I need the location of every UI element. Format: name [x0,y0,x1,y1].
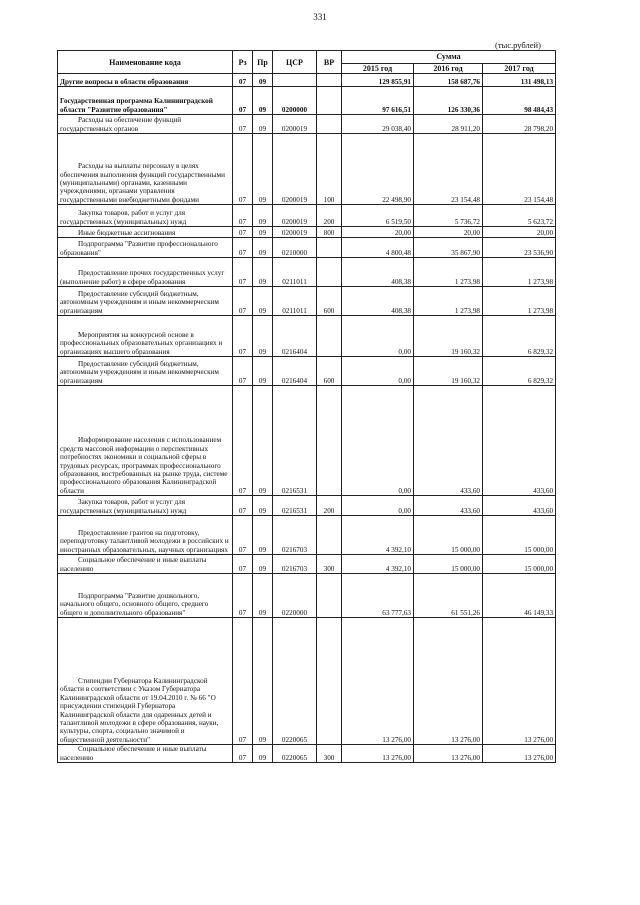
row-vr: 200 [317,496,342,516]
header-2017: 2017 год [483,64,556,74]
row-2016: 13 276,00 [414,745,483,763]
table-row [58,227,556,238]
table-row [58,555,556,574]
row-name: Информирование населения с использованием средств массовой информации о перспективных потребностях экономики и социальной сферы в трудовых ресурсах, программах профессионального образования, востребованных на рынке труда, системе профессионального образования Калининградской области [58,386,233,496]
units-label: (тыс.рублей) [495,40,541,50]
row-name: Предоставление прочих государственных услуг (выполнение работ) в сфере образования [58,258,233,287]
row-rz: 07 [233,87,253,115]
table-row [58,287,556,316]
row-pr: 09 [253,227,273,238]
row-rz: 07 [233,258,253,287]
row-pr: 09 [253,516,273,555]
row-2017: 15 000,00 [483,555,556,574]
row-rz: 07 [233,205,253,227]
row-pr: 09 [253,134,273,205]
row-pr: 09 [253,357,273,386]
row-csr: 0216404 [273,316,317,357]
table-row [58,618,556,745]
page-number: 331 [313,12,327,22]
table-row [58,316,556,357]
row-csr: 0200019 [273,205,317,227]
table-row [58,115,556,134]
row-2016: 61 551,26 [414,574,483,618]
header-name: Наименование кода [58,51,233,74]
row-2017: 20,00 [483,227,556,238]
row-2017: 5 623,72 [483,205,556,227]
row-vr: 300 [317,555,342,574]
row-vr: 300 [317,745,342,763]
row-2016: 35 867,90 [414,238,483,258]
row-2016: 1 273,98 [414,287,483,316]
row-2017: 131 498,13 [483,74,556,87]
row-csr [273,74,317,87]
table-row [58,496,556,516]
row-vr: 100 [317,134,342,205]
table-row [58,386,556,496]
row-2016: 15 000,00 [414,516,483,555]
row-name: Государственная программа Калининградской области "Развитие образования" [58,87,233,115]
row-2015: 129 855,91 [342,74,414,87]
row-rz: 07 [233,496,253,516]
row-rz: 07 [233,287,253,316]
row-2017: 98 484,43 [483,87,556,115]
row-2016: 13 276,00 [414,618,483,745]
row-2017: 15 000,00 [483,516,556,555]
table-row [58,516,556,555]
row-rz: 07 [233,745,253,763]
table-row [58,258,556,287]
row-vr [317,115,342,134]
row-pr: 09 [253,386,273,496]
row-csr: 0211011 [273,287,317,316]
table-row [58,134,556,205]
row-pr: 09 [253,238,273,258]
row-name: Предоставление грантов на подготовку, переподготовку талантливой молодежи в российских и иностранных образовательных, научных организациях [58,516,233,555]
table-row [58,357,556,386]
row-2017: 13 276,00 [483,618,556,745]
table-row [58,745,556,763]
row-2016: 126 330,36 [414,87,483,115]
row-pr: 09 [253,496,273,516]
row-2015: 6 519,50 [342,205,414,227]
table-row [58,74,556,87]
header-rz: Рз [233,51,253,74]
row-2016: 19 160,32 [414,316,483,357]
row-2017: 1 273,98 [483,287,556,316]
row-2015: 22 498,90 [342,134,414,205]
row-2015: 408,38 [342,258,414,287]
row-rz: 07 [233,555,253,574]
row-2015: 0,00 [342,357,414,386]
row-pr: 09 [253,745,273,763]
row-2016: 19 160,32 [414,357,483,386]
row-name: Другие вопросы в области образования [58,74,233,87]
row-rz: 07 [233,357,253,386]
row-csr: 0216531 [273,386,317,496]
row-vr [317,618,342,745]
row-vr: 600 [317,357,342,386]
row-2017: 433,60 [483,386,556,496]
row-2015: 29 038,40 [342,115,414,134]
row-rz: 07 [233,134,253,205]
row-pr: 09 [253,618,273,745]
row-name: Расходы на обеспечение функций государственных органов [58,115,233,134]
row-2016: 20,00 [414,227,483,238]
row-rz: 07 [233,115,253,134]
row-rz: 07 [233,574,253,618]
row-rz: 07 [233,386,253,496]
header-pr: Пр [253,51,273,74]
row-2017: 13 276,00 [483,745,556,763]
row-vr: 600 [317,287,342,316]
row-vr [317,258,342,287]
row-vr [317,74,342,87]
row-2017: 433,60 [483,496,556,516]
row-2016: 5 736,72 [414,205,483,227]
row-2016: 28 911,20 [414,115,483,134]
row-2015: 13 276,00 [342,745,414,763]
table-row [58,238,556,258]
row-vr: 200 [317,205,342,227]
row-rz: 07 [233,227,253,238]
row-2015: 97 616,51 [342,87,414,115]
row-csr: 0200000 [273,87,317,115]
row-2015: 20,00 [342,227,414,238]
row-pr: 09 [253,258,273,287]
row-rz: 07 [233,74,253,87]
row-2015: 408,38 [342,287,414,316]
row-2015: 4 392,10 [342,555,414,574]
row-2017: 1 273,98 [483,258,556,287]
row-rz: 07 [233,316,253,357]
row-name: Социальное обеспечение и иные выплаты населению [58,745,233,763]
row-name: Закупка товаров, работ и услуг для государственных (муниципальных) нужд [58,205,233,227]
row-2015: 0,00 [342,496,414,516]
row-pr: 09 [253,574,273,618]
row-csr: 0216404 [273,357,317,386]
row-pr: 09 [253,115,273,134]
table-row [58,205,556,227]
table-row [58,87,556,115]
row-name: Мероприятия на конкурсной основе в профессиональных образовательных организациях и организациях высшего образования [58,316,233,357]
row-csr: 0220065 [273,618,317,745]
row-name: Иные бюджетные ассигнования [58,227,233,238]
row-2017: 6 829,32 [483,316,556,357]
row-2017: 46 149,33 [483,574,556,618]
row-pr: 09 [253,205,273,227]
row-name: Подпрограмма "Развитие профессионального образования" [58,238,233,258]
row-2016: 433,60 [414,496,483,516]
row-csr: 0216703 [273,555,317,574]
row-pr: 09 [253,287,273,316]
row-csr: 0200019 [273,134,317,205]
row-2016: 1 273,98 [414,258,483,287]
header-vr: ВР [317,51,342,74]
row-name: Расходы на выплаты персоналу в целях обеспечения выполнения функций государственными (муниципальными) органами, казенными учреждениями, органами управления государственными внебюджетными фондами [58,134,233,205]
row-2017: 23 154,48 [483,134,556,205]
header-csr: ЦСР [273,51,317,74]
row-2015: 4 392,10 [342,516,414,555]
row-2016: 15 000,00 [414,555,483,574]
header-sum: Сумма [342,51,556,64]
row-csr: 0220000 [273,574,317,618]
row-csr: 0200019 [273,227,317,238]
budget-table [57,50,556,763]
row-rz: 07 [233,516,253,555]
header-2016: 2016 год [414,64,483,74]
row-vr: 800 [317,227,342,238]
row-name: Социальное обеспечение и иные выплаты населению [58,555,233,574]
row-pr: 09 [253,555,273,574]
row-2016: 433,60 [414,386,483,496]
row-2015: 63 777,63 [342,574,414,618]
row-rz: 07 [233,618,253,745]
row-vr [317,238,342,258]
row-pr: 09 [253,74,273,87]
row-csr: 0216531 [273,496,317,516]
row-vr [317,574,342,618]
row-name: Стипендии Губернатора Калининградской области в соответствии с Указом Губернатора Калининградской области от 19.04.2010 г. № 66 "О присуждении стипендий Губернатора Калининградской области для одаренных детей и талантливой молодежи в сфере образования, науки, культуры, спорта, социально значимой и общественной деятельности" [58,618,233,745]
row-2016: 158 687,76 [414,74,483,87]
row-csr: 0200019 [273,115,317,134]
row-csr: 0210000 [273,238,317,258]
row-rz: 07 [233,238,253,258]
table-row [58,574,556,618]
row-pr: 09 [253,316,273,357]
row-vr [317,316,342,357]
row-2015: 0,00 [342,386,414,496]
row-vr [317,87,342,115]
row-pr: 09 [253,87,273,115]
row-vr [317,386,342,496]
row-2017: 6 829,32 [483,357,556,386]
row-2017: 23 536,90 [483,238,556,258]
row-csr: 0220065 [273,745,317,763]
row-name: Предоставление субсидий бюджетным, автономным учреждениям и иным некоммерческим организациям [58,357,233,386]
row-vr [317,516,342,555]
row-name: Закупка товаров, работ и услуг для государственных (муниципальных) нужд [58,496,233,516]
row-name: Подпрограмма "Развитие дошкольного, начального общего, основного общего, среднего общего и дополнительного образования" [58,574,233,618]
row-2015: 0,00 [342,316,414,357]
row-csr: 0216703 [273,516,317,555]
row-2015: 4 800,48 [342,238,414,258]
table-body [58,74,556,763]
row-name: Предоставление субсидий бюджетным, автономным учреждениям и иным некоммерческим организациям [58,287,233,316]
header-2015: 2015 год [342,64,414,74]
row-csr: 0211011 [273,258,317,287]
row-2015: 13 276,00 [342,618,414,745]
row-2016: 23 154,48 [414,134,483,205]
row-2017: 28 798,20 [483,115,556,134]
